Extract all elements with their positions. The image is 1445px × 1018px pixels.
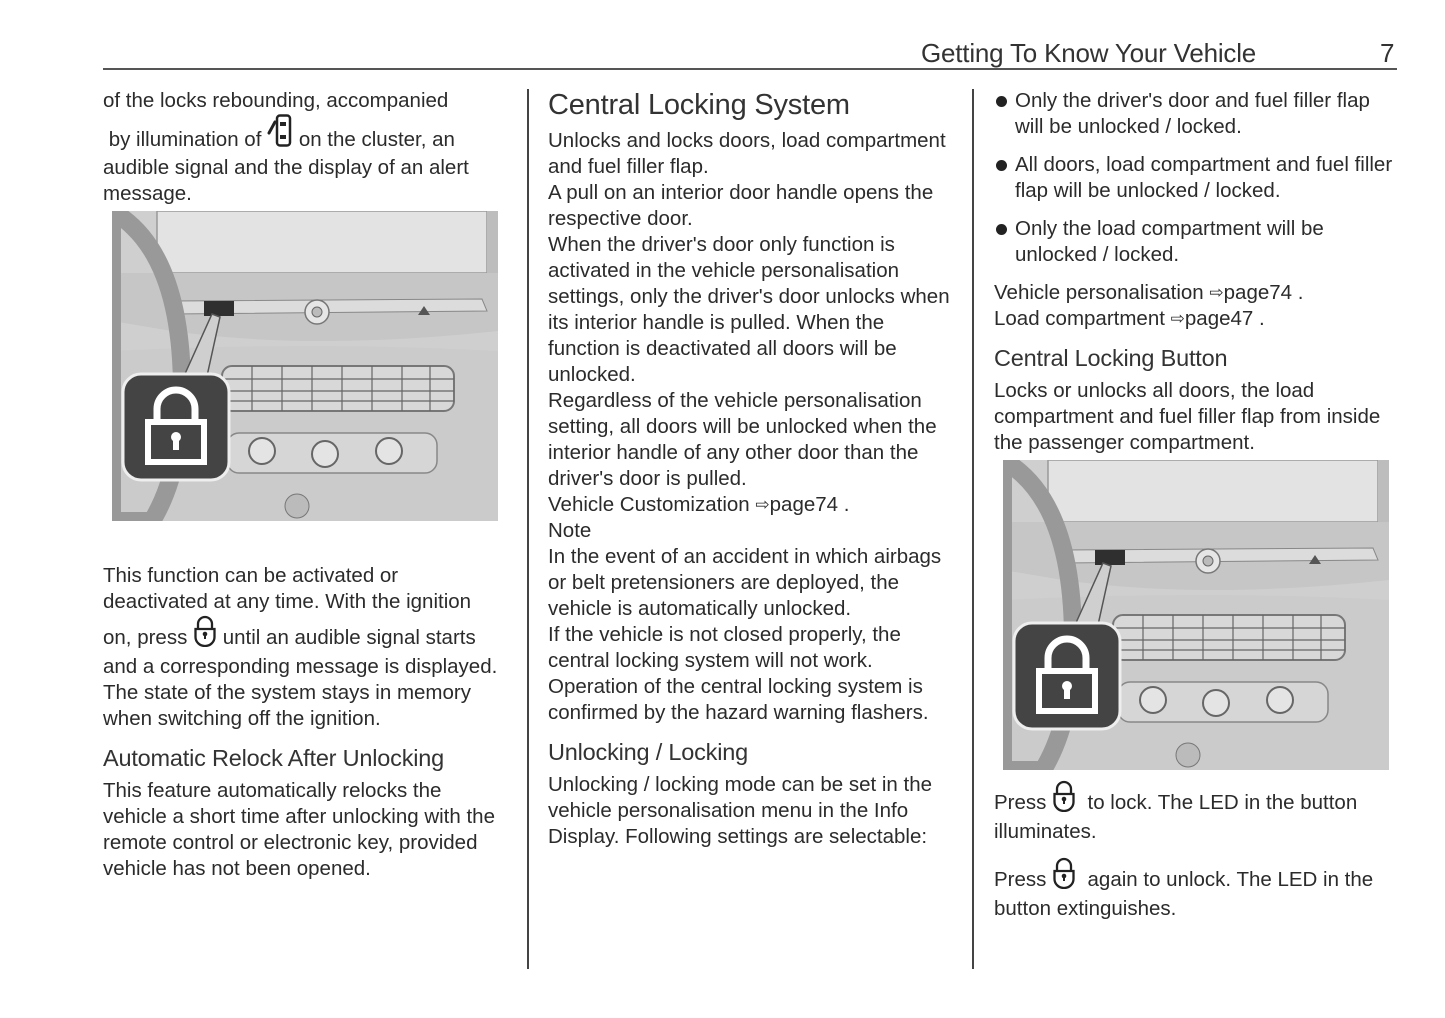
section-heading-central-locking-button: Central Locking Button bbox=[994, 345, 1228, 371]
cross-reference: Load compartment ⇨page47 . bbox=[994, 307, 1265, 330]
arrow-right-icon: ⇨ bbox=[755, 495, 770, 514]
note-paragraph: If the vehicle is not closed properly, the central locking system will not work. bbox=[548, 623, 901, 672]
column-middle bbox=[548, 88, 950, 850]
section-heading-automatic-relock: Automatic Relock After Unlocking bbox=[103, 745, 445, 771]
cross-reference: Vehicle Customization ⇨page74 . bbox=[548, 493, 850, 516]
settings-list bbox=[994, 88, 1394, 268]
arrow-right-icon: ⇨ bbox=[1170, 309, 1185, 328]
page-number: 7 bbox=[1380, 38, 1395, 68]
column-right bbox=[994, 88, 1394, 922]
cross-reference: Vehicle personalisation ⇨page74 . bbox=[994, 281, 1304, 304]
column-divider bbox=[527, 89, 529, 969]
dashboard-drawing bbox=[112, 211, 498, 521]
page-link-74[interactable]: ⇨page74 . bbox=[755, 493, 850, 516]
section-heading-central-locking: Central Locking System bbox=[548, 89, 850, 121]
header-rule bbox=[103, 68, 1397, 70]
list-item: Only the driver's door and fuel filler flap will be unlocked / locked. bbox=[994, 88, 1394, 140]
paragraph: Unlocks and locks doors, load compartment and fuel filler flap. bbox=[548, 129, 946, 178]
note-paragraph: In the event of an accident in which airbags or belt pretensioners are deployed, the vehicle is automatically unlocked. bbox=[548, 545, 942, 620]
column-divider bbox=[972, 89, 974, 969]
note-label: Note bbox=[548, 519, 592, 542]
central-lock-button-icon bbox=[1052, 780, 1076, 819]
central-lock-button-icon bbox=[1052, 857, 1076, 896]
paragraph: Regardless of the vehicle personalisation setting, all doors will be unlocked when the interior handle of any other door than the driver's door is pulled. bbox=[548, 389, 937, 490]
column-left bbox=[103, 88, 503, 882]
list-item: Only the load compartment will be unlocked / locked. bbox=[994, 216, 1394, 268]
section-heading-unlocking-locking: Unlocking / Locking bbox=[548, 739, 748, 765]
paragraph: When the driver's door only function is activated in the vehicle personalisation settings, only the driver's door unlocks when its interior handle is pulled. When the function is deactivated all doors will be unlocked. bbox=[548, 233, 950, 386]
paragraph: of the locks rebounding, accompanied by illumination of on the cluster, an audible signal and the display of an alert message. bbox=[103, 89, 469, 205]
paragraph: The state of the system stays in memory when switching off the ignition. bbox=[103, 681, 471, 730]
dashboard-illustration bbox=[112, 211, 498, 521]
dashboard-illustration bbox=[1003, 460, 1389, 770]
paragraph: A pull on an interior door handle opens the respective door. bbox=[548, 181, 934, 230]
note-paragraph: Operation of the central locking system is confirmed by the hazard warning flashers. bbox=[548, 675, 929, 724]
dashboard-drawing bbox=[1003, 460, 1389, 770]
list-item: All doors, load compartment and fuel filler flap will be unlocked / locked. bbox=[994, 152, 1394, 204]
paragraph: Locks or unlocks all doors, the load compartment and fuel filler flap from inside the passenger compartment. bbox=[994, 379, 1381, 454]
paragraph: This feature automatically relocks the vehicle a short time after unlocking with the remote control or electronic key, provided vehicle has not been opened. bbox=[103, 779, 495, 880]
arrow-right-icon: ⇨ bbox=[1209, 283, 1224, 302]
paragraph: This function can be activated or deactivated at any time. With the ignition on, press until an audible signal starts and a corresponding message is displayed. bbox=[103, 564, 498, 678]
paragraph: Unlocking / locking mode can be set in the vehicle personalisation menu in the Info Display. Following settings are selectable: bbox=[548, 773, 933, 848]
page-link-74[interactable]: ⇨page74 . bbox=[1209, 281, 1304, 304]
page-link-47[interactable]: ⇨page47 . bbox=[1170, 307, 1265, 330]
central-lock-button-icon bbox=[193, 615, 217, 654]
chapter-title: Getting To Know Your Vehicle bbox=[921, 38, 1257, 68]
paragraph: Press again to unlock. The LED in the button extinguishes. bbox=[994, 857, 1394, 922]
paragraph: Press to lock. The LED in the button illuminates. bbox=[994, 780, 1394, 845]
door-open-icon bbox=[267, 114, 293, 155]
